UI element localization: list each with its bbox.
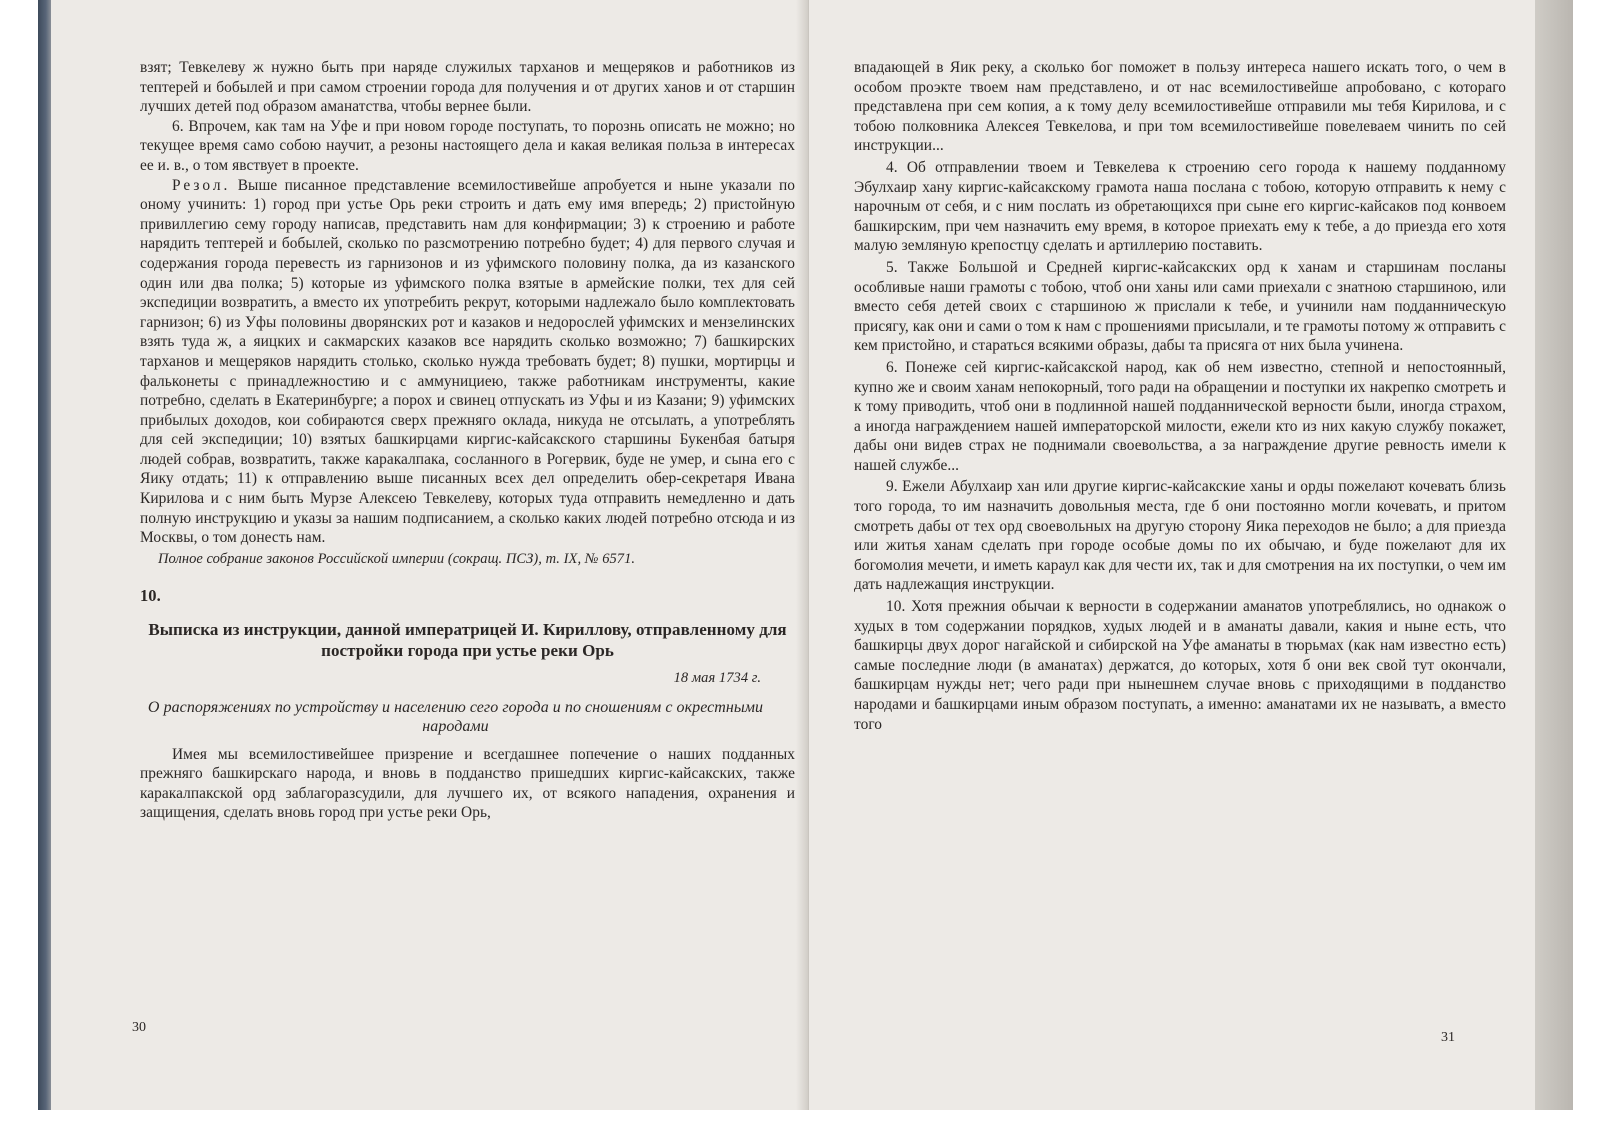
paragraph: 9. Ежели Абулхаир хан или другие киргис-кайсакские ханы и орды пожелают кочевать близь того города, то им назначить довольныя места, где б они постоянно могли кочевать, и притом смотреть дабы от тех орд своевольных на другую сторону Яика переходов не было; а для приезда или житья ханам сделать при городе особые домы по их обычаю, и буде пожелают для их богомолия мечети, и иметь караул как для чести их, так и для смотрения на их поступки, о чем им дать надлежащия инструкции. [854, 478, 1506, 594]
paragraph: Имея мы всемилостивейшее призрение и всегдашнее попечение о наших подданных прежняго башкирскаго народа, и вновь в подданство пришедших киргис-кайсакских, также каракалпакской орд заблагоразсудили, для лучшего их, от всякого нападения, охранения и защищения, сделать вновь город при устье реки Орь, [140, 745, 795, 822]
document-title: Выписка из инструкции, данной императрицей И. Кириллову, отправленному для постройки города при устье реки Орь [148, 620, 787, 661]
page-number: 31 [1441, 1030, 1455, 1045]
document-number: 10. [140, 586, 161, 606]
resolution-text: Выше писанное представление всемилостивейше апробуется и ныне указали по оному учинить: 1) город при устье Орь реки строить и дать ему имя впередь; 2) пристойную привиллегию сему городу написав, представить нам для конфирмации; 3) к строению и работе нарядить тептерей и бобылей, сколько по разсмотрению потребно будет; 4) для первого случая и содержания города перевесть из гарнизонов и из уфимского половину полка, да из казанского один или два полка; 5) которые из уфимского полка взятые в армейские полки, тех для сей экспедиции возвратить, а вместо их употребить рекрут, которыми надлежало было комплектовать гарнизон; 6) из Уфы половины дворянских рот и казаков и недорослей уфимских и мензелинских взять туда ж, а яицких и сакмарских казаков все нарядить сколько возможно; 7) башкирских тарханов и мещеряков нарядить столько, сколько нужда требовать будет; 8) пушки, мортирцы и фальконеты с принадлежностию и с аммунициею, также работникам инструменты, какие потребно, сделать в Екатеринбурге; а порох и свинец отпускать из Уфы и из Казани; 9) уфимских прибылых доходов, кои собираются сверх прежняго оклада, никуда не отсылать, а употреблять для сей экспедиции; 10) взятых башкирцами киргис-кайсакского старшины Букенбая батыря людей собрав, возвратить, также каракалпака, сосланного в Рогервик, буде не умер, и сына его с Яику отдать; 11) к отправлению выше писанных всех дел определить обер-секретаря Ивана Кирилова и с ним быть Мурзе Алексею Тевкелеву, которых туда отправить немедленно и дать полную инструкцию и указы за нашим подписанием, а сколько каких людей потребно отсюда и из Москвы, о том донесть нам. [140, 176, 795, 547]
book-cover-edge [38, 0, 51, 1110]
paragraph: 6. Впрочем, как там на Уфе и при новом городе поступать, то порознь описать не можно; но текущее время само собою научит, а резоны настоящего дела и какая великая польза в интересах ее и. в., о том явствует в проекте. [140, 117, 795, 174]
paragraph: 6. Понеже сей киргис-кайсакской народ, как об нем известно, степной и непостоянный, купно же и своим ханам непокорный, того ради на обращении и поступки их накрепко смотреть и к тому приводить, чтоб они в подлинной нашей подданнической верности были, иногда страхом, а иногда награждением нашей императорской милости, ежели кто из них какую службу покажет, дабы они видев страх не поднимали своевольства, а за награждение другие ревность имели к нашей службе... [854, 358, 1506, 474]
page-number: 30 [132, 1020, 146, 1035]
resolution-label: Резол. [172, 176, 231, 194]
paragraph: взят; Тевкелеву ж нужно быть при наряде служилых тарханов и мещеряков и работников из тептерей и бобылей и при самом строении города для получения и от других ханов и от старшин лучших детей под образом аманатства, чтобы вернее были. [140, 59, 795, 116]
paragraph: 4. Об отправлении твоем и Тевкелева к строению сего города к нашему подданному Эбулхаир хану киргис-кайсакскому грамота наша послана с тобою, которую отправить к нему с нарочным от себя, и с ним послать из обретающихся при сыне его киргис-кайсаков под конвоем башкирским, при чем назначить ему время, в которое приехать ему к тебе, а до приезда его хотя малую земляную крепостцу сделать и артиллерию поставить. [854, 158, 1506, 255]
source-citation: Полное собрание законов Российской империи (сокращ. ПСЗ), т. IX, № 6571. [158, 550, 636, 567]
scan-right-edge [1535, 0, 1573, 1110]
right-page [808, 0, 1535, 1110]
left-page [51, 0, 808, 1110]
paragraph: впадающей в Яик реку, а сколько бог поможет в пользу интереса нашего искать того, о чем в особом проэкте твоем нам представлено, и от нас всемилостивейше апробовано, с котораго представлена при сем копия, а к тому делу всемилостивейше отправили мы тебя Кирилова, и с тобою полковника Алексея Тевкелова, и при том всемилостивейше повелеваем чинить по сей инструкции... [854, 59, 1506, 155]
left-page-text-column [140, 58, 795, 823]
document-subtitle: О распоряжениях по устройству и населению сего города и по сношениям с окрестными народами [147, 698, 764, 735]
resolution-paragraph [140, 176, 795, 548]
paragraph: 10. Хотя прежния обычаи к верности в содержании аманатов употреблялись, но однакож о худых в том содержании порядков, худых людей и в аманаты давали, какия и ныне есть, что башкирцы двух дорог нагайской и сибирской на Уфе аманаты в тюрьмах (как нам известно есть) самые последние люди (в аманатах) держатся, до которых, хотя б они век свой тут окончали, башкирцам нужды нет; чего ради при нынешнем случае вновь с приходящими в подданство народами и башкирцами иным образом поступать, а именно: аманатами их не называть, а вместо того [854, 598, 1506, 733]
paragraph: 5. Также Большой и Средней киргис-кайсакских орд к ханам и старшинам посланы особливые наши грамоты с тобою, чтоб они ханы или сами приехали с знатною старшиною, или вместо себя детей своих с старшиною ж прислали к тебе, и учинили нам подданническую присягу, как они и сами о том к нам с прошениями присылали, и те грамоты потому ж отправить с кем пристойно, и стараться всякими образы, дабы та присяга от них была учинена. [854, 258, 1506, 355]
document-date: 18 мая 1734 г. [673, 670, 761, 687]
right-page-text-column [854, 58, 1506, 734]
